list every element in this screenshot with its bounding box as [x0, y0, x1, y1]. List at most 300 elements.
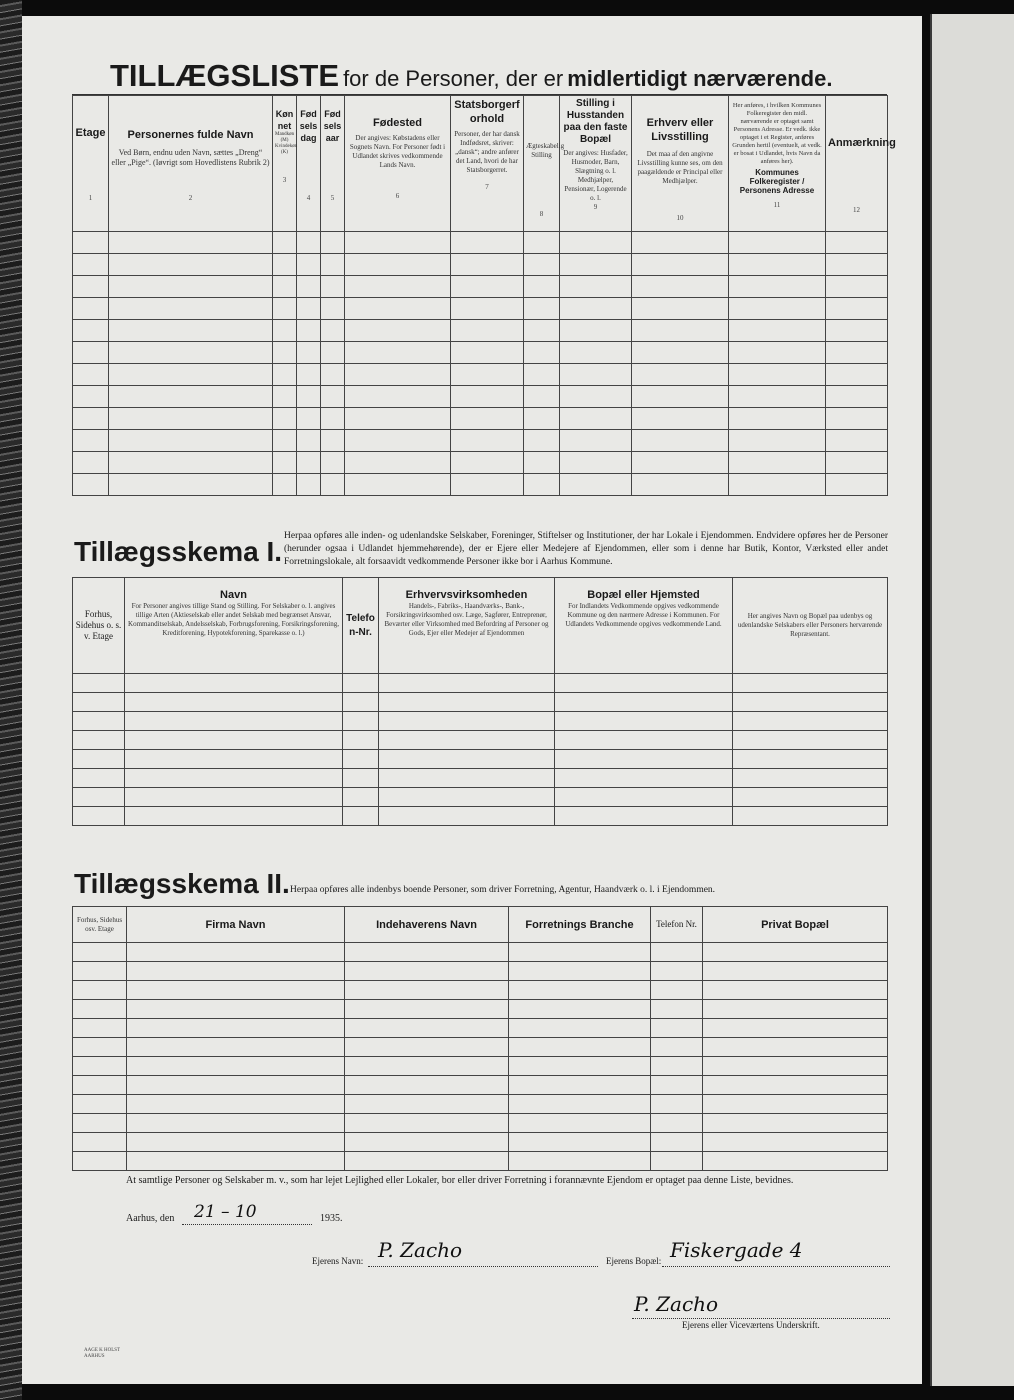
table-cell[interactable]	[703, 1000, 888, 1019]
table-cell[interactable]	[345, 254, 451, 276]
table-cell[interactable]	[345, 364, 451, 386]
table-row	[73, 1095, 888, 1114]
table-cell[interactable]	[632, 342, 729, 364]
table-cell[interactable]	[632, 430, 729, 452]
table-cell[interactable]	[297, 232, 321, 254]
table-cell[interactable]	[345, 452, 451, 474]
table-cell[interactable]	[703, 1152, 888, 1171]
table-cell[interactable]	[297, 276, 321, 298]
table-cell[interactable]	[273, 320, 297, 342]
table-cell[interactable]	[451, 276, 524, 298]
table-cell[interactable]	[451, 386, 524, 408]
table-cell[interactable]	[109, 276, 273, 298]
table-cell[interactable]	[73, 364, 109, 386]
table-cell[interactable]	[321, 452, 345, 474]
table-row	[73, 408, 888, 430]
table-cell[interactable]	[125, 712, 343, 731]
table-cell[interactable]	[733, 712, 888, 731]
table-row	[73, 981, 888, 1000]
table-cell[interactable]	[343, 807, 379, 826]
table-cell[interactable]	[73, 943, 127, 962]
table-cell[interactable]	[109, 408, 273, 430]
table-cell[interactable]	[73, 1019, 127, 1038]
table-cell[interactable]	[127, 1000, 345, 1019]
table-cell[interactable]	[524, 298, 560, 320]
table-cell[interactable]	[524, 364, 560, 386]
table-cell[interactable]	[451, 474, 524, 496]
table-cell[interactable]	[379, 807, 555, 826]
table-cell[interactable]	[73, 232, 109, 254]
table-cell[interactable]	[109, 232, 273, 254]
table-cell[interactable]	[73, 430, 109, 452]
table-cell[interactable]	[273, 430, 297, 452]
table-cell[interactable]	[345, 342, 451, 364]
table-cell[interactable]	[321, 408, 345, 430]
book-binding	[0, 0, 22, 1400]
list-body	[73, 232, 888, 496]
table-cell[interactable]	[826, 474, 888, 496]
table-cell[interactable]	[826, 320, 888, 342]
table-cell[interactable]	[127, 1133, 345, 1152]
table-cell[interactable]	[109, 254, 273, 276]
table-cell[interactable]	[297, 364, 321, 386]
table-cell[interactable]	[73, 408, 109, 430]
table-cell[interactable]	[345, 962, 509, 981]
table-cell[interactable]	[509, 1152, 651, 1171]
table-cell[interactable]	[524, 430, 560, 452]
table-cell[interactable]	[826, 298, 888, 320]
table-cell[interactable]	[379, 693, 555, 712]
s2-col-telefon: Telefon Nr.	[651, 907, 703, 943]
table-cell[interactable]	[379, 769, 555, 788]
table-cell[interactable]	[273, 298, 297, 320]
table-cell[interactable]	[560, 386, 632, 408]
table-cell[interactable]	[560, 232, 632, 254]
table-cell[interactable]	[73, 386, 109, 408]
table-cell[interactable]	[345, 1114, 509, 1133]
table-cell[interactable]	[343, 693, 379, 712]
table-cell[interactable]	[509, 1133, 651, 1152]
table-cell[interactable]	[451, 408, 524, 430]
table-cell[interactable]	[524, 276, 560, 298]
table-cell[interactable]	[632, 364, 729, 386]
table-cell[interactable]	[345, 276, 451, 298]
table-cell[interactable]	[297, 342, 321, 364]
table-cell[interactable]	[343, 712, 379, 731]
table-cell[interactable]	[560, 254, 632, 276]
table-cell[interactable]	[560, 298, 632, 320]
table-cell[interactable]	[125, 807, 343, 826]
table-cell[interactable]	[703, 1133, 888, 1152]
table-cell[interactable]	[297, 320, 321, 342]
table-cell[interactable]	[73, 807, 125, 826]
owner-name-line	[368, 1266, 598, 1268]
table-cell[interactable]	[729, 430, 826, 452]
table-cell[interactable]	[273, 232, 297, 254]
table-cell[interactable]	[826, 386, 888, 408]
table-cell[interactable]	[509, 1076, 651, 1095]
table-cell[interactable]	[127, 1019, 345, 1038]
table-cell[interactable]	[651, 1114, 703, 1133]
table-cell[interactable]	[345, 320, 451, 342]
table-cell[interactable]	[524, 320, 560, 342]
table-cell[interactable]	[524, 408, 560, 430]
table-cell[interactable]	[729, 408, 826, 430]
table-cell[interactable]	[73, 962, 127, 981]
table-cell[interactable]	[826, 232, 888, 254]
table-cell[interactable]	[127, 1076, 345, 1095]
table-cell[interactable]	[560, 474, 632, 496]
table-cell[interactable]	[345, 1095, 509, 1114]
table-cell[interactable]	[555, 731, 733, 750]
table-cell[interactable]	[632, 320, 729, 342]
col-etage: Etage 1	[73, 96, 109, 232]
col-anmaerkning: Anmærkning 12	[826, 96, 888, 232]
table-cell[interactable]	[729, 320, 826, 342]
skema1-body	[73, 674, 888, 826]
table-cell[interactable]	[509, 1038, 651, 1057]
table-cell[interactable]	[703, 981, 888, 1000]
table-cell[interactable]	[109, 342, 273, 364]
table-cell[interactable]	[73, 254, 109, 276]
table-row	[73, 254, 888, 276]
table-cell[interactable]	[703, 1076, 888, 1095]
table-cell[interactable]	[321, 364, 345, 386]
table-cell[interactable]	[127, 1038, 345, 1057]
table-cell[interactable]	[321, 430, 345, 452]
col-kon: Kønnet Mandkøn (M) Kvindekøn (K) 3	[273, 96, 297, 232]
table-cell[interactable]	[125, 674, 343, 693]
table-cell[interactable]	[632, 474, 729, 496]
table-cell[interactable]	[729, 474, 826, 496]
table-cell[interactable]	[729, 276, 826, 298]
table-cell[interactable]	[125, 693, 343, 712]
table-cell[interactable]	[345, 1152, 509, 1171]
table-cell[interactable]	[632, 232, 729, 254]
table-cell[interactable]	[560, 342, 632, 364]
col-folkeregister: Her anføres, i hvilken Kommunes Folkeregister den midl. nærværende er optaget samt Personens Adresse. Er vedk. ikke optaget i et Register, anføres Grunden hertil (eventuelt, at vedk. er bosat i Udlandet, hvis Navn da anføres her). Kommunes Folkeregister / Personens Adresse 11	[729, 96, 826, 232]
table-cell[interactable]	[73, 788, 125, 807]
table-cell[interactable]	[703, 1095, 888, 1114]
table-cell[interactable]	[297, 430, 321, 452]
table-cell[interactable]	[73, 452, 109, 474]
table-cell[interactable]	[651, 1095, 703, 1114]
table-cell[interactable]	[651, 1019, 703, 1038]
table-cell[interactable]	[451, 254, 524, 276]
table-cell[interactable]	[733, 693, 888, 712]
table-cell[interactable]	[345, 1076, 509, 1095]
table-cell[interactable]	[125, 769, 343, 788]
table-cell[interactable]	[379, 731, 555, 750]
table-cell[interactable]	[733, 731, 888, 750]
table-cell[interactable]	[451, 430, 524, 452]
table-cell[interactable]	[345, 408, 451, 430]
table-cell[interactable]	[379, 712, 555, 731]
table-cell[interactable]	[555, 807, 733, 826]
table-cell[interactable]	[451, 320, 524, 342]
table-cell[interactable]	[733, 807, 888, 826]
table-cell[interactable]	[73, 731, 125, 750]
table-row	[73, 712, 888, 731]
table-cell[interactable]	[273, 276, 297, 298]
table-cell[interactable]	[343, 731, 379, 750]
table-cell[interactable]	[345, 1133, 509, 1152]
table-cell[interactable]	[651, 962, 703, 981]
table-cell[interactable]	[509, 1000, 651, 1019]
table-cell[interactable]	[73, 1057, 127, 1076]
table-cell[interactable]	[509, 1095, 651, 1114]
table-cell[interactable]	[127, 1114, 345, 1133]
table-cell[interactable]	[73, 693, 125, 712]
skema1-table	[72, 577, 888, 826]
s1-col-repraesentant: Her angives Navn og Bopæl paa udenbys og udenlandske Selskabers eller Personers herværende Repræsentant.	[733, 578, 888, 674]
table-cell[interactable]	[127, 1057, 345, 1076]
table-cell[interactable]	[297, 452, 321, 474]
table-cell[interactable]	[127, 962, 345, 981]
table-cell[interactable]	[109, 320, 273, 342]
table-cell[interactable]	[345, 474, 451, 496]
table-cell[interactable]	[273, 452, 297, 474]
form-page	[22, 16, 922, 1384]
table-cell[interactable]	[297, 298, 321, 320]
table-cell[interactable]	[451, 342, 524, 364]
table-cell[interactable]	[651, 1057, 703, 1076]
table-cell[interactable]	[703, 1114, 888, 1133]
table-cell[interactable]	[555, 674, 733, 693]
table-cell[interactable]	[273, 364, 297, 386]
table-cell[interactable]	[379, 750, 555, 769]
list-table	[72, 95, 896, 496]
table-row	[73, 1057, 888, 1076]
table-cell[interactable]	[632, 386, 729, 408]
table-cell[interactable]	[343, 674, 379, 693]
table-cell[interactable]	[509, 1019, 651, 1038]
table-cell[interactable]	[524, 232, 560, 254]
table-cell[interactable]	[321, 342, 345, 364]
table-cell[interactable]	[733, 788, 888, 807]
skema2-title: Tillægsskema II.	[74, 868, 290, 899]
table-cell[interactable]	[73, 276, 109, 298]
col-aegteskab: Ægteskabelig Stilling 8	[524, 96, 560, 232]
table-cell[interactable]	[345, 1000, 509, 1019]
table-cell[interactable]	[703, 1038, 888, 1057]
table-cell[interactable]	[73, 674, 125, 693]
col-statsborger: Statsborgerforhold Personer, der har dansk Indfødsret, skriver: „dansk“; andre anfører det Land, hvori de har Statsborgerret. 7	[451, 96, 524, 232]
table-cell[interactable]	[524, 342, 560, 364]
table-cell[interactable]	[273, 342, 297, 364]
table-cell[interactable]	[109, 298, 273, 320]
table-cell[interactable]	[651, 943, 703, 962]
table-cell[interactable]	[826, 452, 888, 474]
table-row	[73, 943, 888, 962]
table-cell[interactable]	[632, 254, 729, 276]
table-cell[interactable]	[125, 788, 343, 807]
table-cell[interactable]	[73, 298, 109, 320]
table-cell[interactable]	[651, 1133, 703, 1152]
skema2-description: Herpaa opføres alle indenbys boende Personer, som driver Forretning, Agentur, Haandværk o. l. i Ejendommen.	[290, 885, 716, 895]
table-cell[interactable]	[524, 386, 560, 408]
table-cell[interactable]	[451, 232, 524, 254]
table-cell[interactable]	[345, 1019, 509, 1038]
table-cell[interactable]	[273, 474, 297, 496]
table-cell[interactable]	[321, 298, 345, 320]
table-cell[interactable]	[73, 1095, 127, 1114]
col-fodselsdag: Fødselsdag 4	[297, 96, 321, 232]
table-row	[73, 1038, 888, 1057]
table-cell[interactable]	[73, 1000, 127, 1019]
table-cell[interactable]	[127, 1152, 345, 1171]
table-cell[interactable]	[451, 452, 524, 474]
table-cell[interactable]	[826, 276, 888, 298]
table-cell[interactable]	[345, 1038, 509, 1057]
table-cell[interactable]	[703, 943, 888, 962]
table-cell[interactable]	[560, 408, 632, 430]
list-title-main: TILLÆGSLISTE	[110, 58, 340, 93]
table-cell[interactable]	[73, 342, 109, 364]
table-cell[interactable]	[73, 474, 109, 496]
table-cell[interactable]	[73, 1133, 127, 1152]
printer-imprint: AAGE K HOLST AARHUS	[84, 1348, 121, 1359]
table-cell[interactable]	[109, 386, 273, 408]
owner-address-label: Ejerens Bopæl:	[606, 1256, 662, 1266]
col-navn: Personernes fulde Navn Ved Børn, endnu uden Navn, sættes „Dreng“ eller „Pige“. (Iøvrigt som Hovedlistens Rubrik 2) 2	[109, 96, 273, 232]
table-cell[interactable]	[651, 1152, 703, 1171]
table-cell[interactable]	[297, 386, 321, 408]
table-cell[interactable]	[343, 788, 379, 807]
table-cell[interactable]	[555, 769, 733, 788]
table-cell[interactable]	[509, 1057, 651, 1076]
table-cell[interactable]	[73, 1152, 127, 1171]
table-cell[interactable]	[73, 320, 109, 342]
table-cell[interactable]	[632, 276, 729, 298]
s1-col-erhverv: Erhvervsvirksomheden Handels-, Fabriks-, Haandværks-, Bank-, Forsikringsvirksomhed osv. Læge, Sagfører, Entreprenør, Beværter eller Virksomhed med Befordring af Personer og Gods, Ejer eller Medejer af Ejendommen	[379, 578, 555, 674]
table-cell[interactable]	[555, 750, 733, 769]
table-cell[interactable]	[729, 254, 826, 276]
table-cell[interactable]	[321, 320, 345, 342]
table-cell[interactable]	[509, 981, 651, 1000]
table-cell[interactable]	[826, 364, 888, 386]
table-cell[interactable]	[703, 1019, 888, 1038]
table-cell[interactable]	[826, 430, 888, 452]
table-cell[interactable]	[297, 408, 321, 430]
table-cell[interactable]	[733, 674, 888, 693]
table-cell[interactable]	[297, 254, 321, 276]
table-cell[interactable]	[451, 298, 524, 320]
table-cell[interactable]	[345, 232, 451, 254]
table-cell[interactable]	[73, 1076, 127, 1095]
table-cell[interactable]	[321, 276, 345, 298]
table-cell[interactable]	[345, 430, 451, 452]
table-cell[interactable]	[345, 386, 451, 408]
table-cell[interactable]	[632, 408, 729, 430]
table-cell[interactable]	[297, 474, 321, 496]
table-cell[interactable]	[560, 364, 632, 386]
table-cell[interactable]	[560, 452, 632, 474]
table-cell[interactable]	[345, 298, 451, 320]
table-cell[interactable]	[509, 943, 651, 962]
table-cell[interactable]	[729, 386, 826, 408]
table-cell[interactable]	[125, 731, 343, 750]
table-cell[interactable]	[560, 320, 632, 342]
table-cell[interactable]	[826, 342, 888, 364]
table-cell[interactable]	[273, 386, 297, 408]
list-title-bold: midlertidigt nærværende.	[567, 66, 833, 91]
table-cell[interactable]	[729, 342, 826, 364]
table-cell[interactable]	[73, 1114, 127, 1133]
table-cell[interactable]	[826, 408, 888, 430]
table-cell[interactable]	[343, 750, 379, 769]
table-cell[interactable]	[127, 1095, 345, 1114]
table-cell[interactable]	[273, 254, 297, 276]
table-cell[interactable]	[321, 254, 345, 276]
table-cell[interactable]	[524, 474, 560, 496]
table-cell[interactable]	[555, 712, 733, 731]
table-cell[interactable]	[379, 788, 555, 807]
table-cell[interactable]	[632, 452, 729, 474]
table-cell[interactable]	[343, 769, 379, 788]
table-cell[interactable]	[524, 452, 560, 474]
table-cell[interactable]	[651, 1038, 703, 1057]
table-cell[interactable]	[321, 232, 345, 254]
table-cell[interactable]	[733, 769, 888, 788]
table-cell[interactable]	[733, 750, 888, 769]
table-cell[interactable]	[729, 298, 826, 320]
table-cell[interactable]	[555, 788, 733, 807]
table-cell[interactable]	[109, 452, 273, 474]
table-cell[interactable]	[73, 712, 125, 731]
table-cell[interactable]	[127, 943, 345, 962]
table-cell[interactable]	[345, 1057, 509, 1076]
table-row	[73, 1000, 888, 1019]
table-cell[interactable]	[703, 1057, 888, 1076]
table-cell[interactable]	[560, 430, 632, 452]
signature-label: Ejerens eller Viceværtens Underskrift.	[682, 1320, 820, 1330]
table-cell[interactable]	[73, 981, 127, 1000]
table-cell[interactable]	[109, 474, 273, 496]
table-cell[interactable]	[651, 1076, 703, 1095]
table-cell[interactable]	[127, 981, 345, 1000]
table-cell[interactable]	[703, 962, 888, 981]
table-cell[interactable]	[560, 276, 632, 298]
table-cell[interactable]	[379, 674, 555, 693]
table-cell[interactable]	[524, 254, 560, 276]
table-cell[interactable]	[345, 981, 509, 1000]
table-cell[interactable]	[651, 981, 703, 1000]
table-cell[interactable]	[451, 364, 524, 386]
table-cell[interactable]	[73, 1038, 127, 1057]
table-cell[interactable]	[345, 943, 509, 962]
skema1-title: Tillægsskema I.	[74, 536, 283, 567]
table-cell[interactable]	[632, 298, 729, 320]
table-cell[interactable]	[729, 364, 826, 386]
table-cell[interactable]	[826, 254, 888, 276]
table-cell[interactable]	[73, 750, 125, 769]
table-cell[interactable]	[729, 452, 826, 474]
s2-col-indehaver: Indehaverens Navn	[345, 907, 509, 943]
table-cell[interactable]	[509, 1114, 651, 1133]
table-cell[interactable]	[109, 430, 273, 452]
table-cell[interactable]	[321, 474, 345, 496]
table-cell[interactable]	[321, 386, 345, 408]
table-cell[interactable]	[651, 1000, 703, 1019]
table-cell[interactable]	[729, 232, 826, 254]
table-cell[interactable]	[555, 693, 733, 712]
table-cell[interactable]	[509, 962, 651, 981]
table-cell[interactable]	[73, 769, 125, 788]
table-cell[interactable]	[125, 750, 343, 769]
table-cell[interactable]	[109, 364, 273, 386]
table-cell[interactable]	[273, 408, 297, 430]
